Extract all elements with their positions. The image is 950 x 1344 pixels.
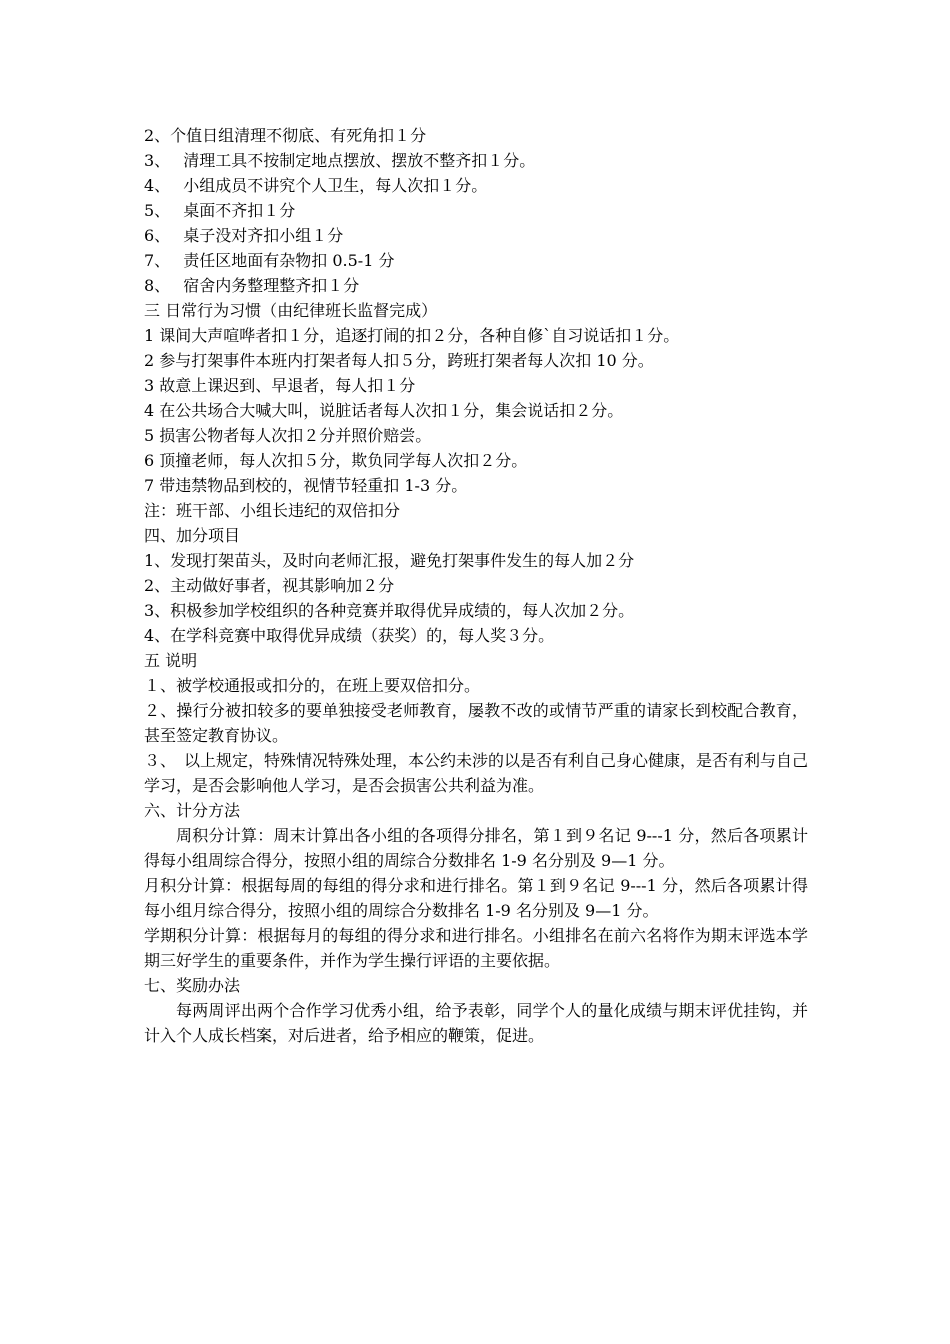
document-body — [144, 123, 808, 1048]
rule-line: 6、 桌子没对齐扣小组１分 — [144, 226, 344, 245]
rule-line: １、被学校通报或扣分的，在班上要双倍扣分。 — [144, 676, 481, 695]
rule-line: 7 带违禁物品到校的，视情节轻重扣 1-3 分。 — [144, 476, 468, 495]
rule-line: 3、积极参加学校组织的各种竞赛并取得优异成绩的，每人次加２分。 — [144, 601, 635, 620]
rule-line: 2 参与打架事件本班内打架者每人扣５分，跨班打架者每人次扣 10 分。 — [144, 351, 654, 370]
section-heading: 五 说明 — [144, 651, 198, 670]
rule-line: 4、在学科竞赛中取得优异成绩（获奖）的，每人奖３分。 — [144, 626, 555, 645]
note-line: 注：班干部、小组长违纪的双倍扣分 — [144, 501, 401, 520]
explanation-paragraph: ３、 以上规定，特殊情况特殊处理，本公约未涉的以是否有利自己身心健康，是否有利与自己学习，是否会影响他人学习，是否会损害公共利益为准。 — [144, 751, 809, 795]
rule-line: 5 损害公物者每人次扣２分并照价赔尝。 — [144, 426, 432, 445]
section-heading: 三 日常行为习惯（由纪律班长监督完成） — [144, 301, 438, 320]
rule-line: 4、 小组成员不讲究个人卫生，每人次扣１分。 — [144, 176, 488, 195]
rule-line: 6 顶撞老师，每人次扣５分，欺负同学每人次扣２分。 — [144, 451, 528, 470]
rule-line: 4 在公共场合大喊大叫，说脏话者每人次扣１分，集会说话扣２分。 — [144, 401, 624, 420]
rule-line: 1、发现打架苗头，及时向老师汇报，避免打架事件发生的每人加２分 — [144, 551, 635, 570]
rule-line: 3 故意上课迟到、早退者，每人扣１分 — [144, 376, 416, 395]
rule-line: 1 课间大声喧哗者扣１分，追逐打闹的扣２分，各种自修`自习说话扣１分。 — [144, 326, 680, 345]
section-heading: 四、加分项目 — [144, 526, 241, 545]
rule-line: 8、 宿舍内务整理整齐扣１分 — [144, 276, 360, 295]
weekly-score-paragraph: 周积分计算：周末计算出各小组的各项得分排名，第１到９名记 9---1 分，然后各项累计得每小组周综合得分，按照小组的周综合分数排名 1-9 名分别及 9—1 分。 — [144, 826, 808, 870]
rule-line: 5、 桌面不齐扣１分 — [144, 201, 296, 220]
term-score-paragraph: 学期积分计算：根据每月的每组的得分求和进行排名。小组排名在前六名将作为期末评选本学期三好学生的重要条件，并作为学生操行评语的主要依据。 — [144, 926, 808, 970]
rule-line: 3、 清理工具不按制定地点摆放、摆放不整齐扣１分。 — [144, 151, 536, 170]
section-heading: 六、计分方法 — [144, 801, 241, 820]
monthly-score-paragraph: 月积分计算：根据每周的每组的得分求和进行排名。第１到９名记 9---1 分，然后各项累计得每小组月综合得分，按照小组的周综合分数排名 1-9 名分别及 9—1 分。 — [144, 876, 808, 920]
reward-paragraph: 每两周评出两个合作学习优秀小组，给予表彰，同学个人的量化成绩与期末评优挂钩，并计入个人成长档案，对后进者，给予相应的鞭策，促进。 — [144, 1001, 808, 1045]
rule-line: 2、主动做好事者，视其影响加２分 — [144, 576, 395, 595]
rule-line: 7、 责任区地面有杂物扣 0.5-1 分 — [144, 251, 395, 270]
explanation-paragraph: ２、操行分被扣较多的要单独接受老师教育，屡教不改的或情节严重的请家长到校配合教育，甚至签定教育协议。 — [144, 701, 808, 745]
rule-line: 2、个值日组清理不彻底、有死角扣１分 — [144, 126, 427, 145]
section-heading: 七、奖励办法 — [144, 976, 241, 995]
